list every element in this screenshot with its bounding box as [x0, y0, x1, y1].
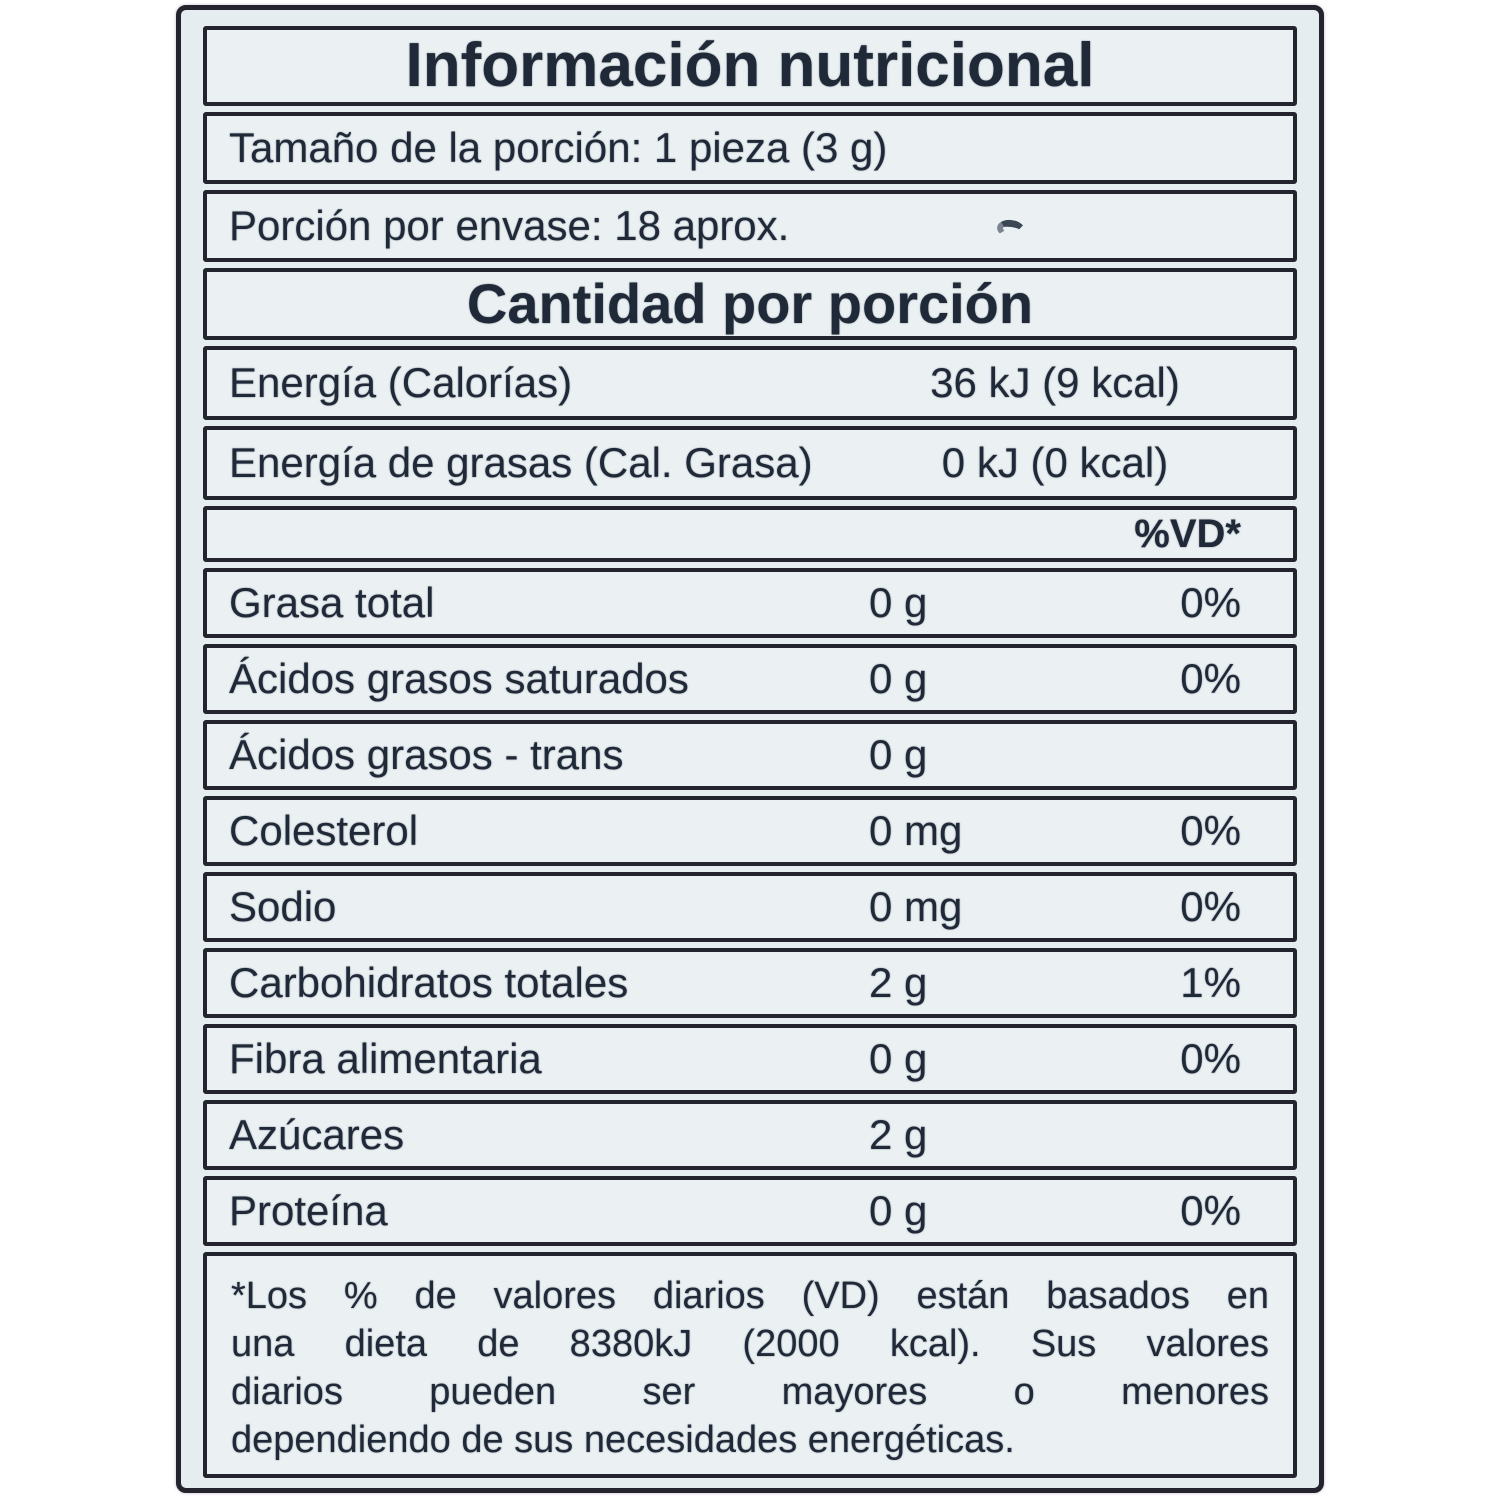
nutrient-row-azucares	[203, 1100, 1297, 1170]
nutrient-row-proteina	[203, 1176, 1297, 1246]
nutrient-amount: 2 g	[869, 958, 928, 1006]
nutrient-amount: 0 mg	[869, 806, 963, 854]
daily-value-header-row	[203, 506, 1297, 562]
label-title: Información nutricional	[405, 31, 1095, 101]
nutrient-name: Azúcares	[229, 1110, 405, 1158]
energy-from-fat-label: Energía de grasas (Cal. Grasa)	[229, 438, 813, 486]
energy-value: 36 kJ (9 kcal)	[930, 358, 1180, 406]
footnote	[203, 1252, 1297, 1478]
nutrient-row-grasos-trans	[203, 720, 1297, 790]
energy-from-fat-value: 0 kJ (0 kcal)	[941, 438, 1169, 486]
nutrient-dv: 0%	[1180, 1034, 1241, 1082]
serving-size-row	[203, 112, 1297, 184]
nutrient-dv: 0%	[1180, 1186, 1241, 1234]
nutrient-dv: 0%	[1180, 578, 1241, 626]
footnote-line: *Los % de valores diarios (VD) están basados en	[231, 1275, 1269, 1317]
label-title-row	[203, 26, 1297, 106]
nutrient-name: Grasa total	[229, 578, 435, 626]
nutrient-dv: 0%	[1180, 654, 1241, 702]
nutrient-dv: 0%	[1180, 882, 1241, 930]
footnote-line: diarios pueden ser mayores o menores	[231, 1371, 1269, 1413]
energy-row	[203, 346, 1297, 420]
nutrient-name: Ácidos grasos saturados	[229, 654, 689, 702]
nutrient-row-grasa-total	[203, 568, 1297, 638]
serving-size-text: Tamaño de la porción: 1 pieza (3 g)	[229, 123, 888, 171]
nutrient-amount: 0 g	[869, 730, 928, 778]
nutrient-row-sodio	[203, 872, 1297, 942]
nutrient-amount: 0 g	[869, 1034, 928, 1082]
nutrient-name: Colesterol	[229, 806, 419, 854]
nutrient-amount: 0 g	[869, 654, 928, 702]
nutrient-name: Sodio	[229, 882, 337, 930]
energy-label: Energía (Calorías)	[229, 358, 573, 406]
energy-from-fat-row	[203, 426, 1297, 500]
footnote-line: dependiendo de sus necesidades energéticas.	[231, 1419, 1015, 1461]
nutrient-row-carbohidratos	[203, 948, 1297, 1018]
nutrition-facts-label	[176, 5, 1324, 1493]
nutrient-row-fibra	[203, 1024, 1297, 1094]
nutrient-name: Ácidos grasos - trans	[229, 730, 624, 778]
nutrient-name: Fibra alimentaria	[229, 1034, 542, 1082]
footnote-line: una dieta de 8380kJ (2000 kcal). Sus valores	[231, 1323, 1269, 1365]
servings-per-container-row	[203, 190, 1297, 262]
nutrient-amount: 0 g	[869, 578, 928, 626]
amount-per-serving-header-row	[203, 268, 1297, 340]
nutrient-name: Proteína	[229, 1186, 388, 1234]
nutrient-row-colesterol	[203, 796, 1297, 866]
nutrient-dv: 1%	[1180, 958, 1241, 1006]
servings-per-container-text: Porción por envase: 18 aprox.	[229, 201, 790, 249]
nutrient-dv: 0%	[1180, 806, 1241, 854]
amount-per-serving-header: Cantidad por porción	[466, 271, 1034, 335]
nutrient-row-grasos-saturados	[203, 644, 1297, 714]
nutrient-name: Carbohidratos totales	[229, 958, 629, 1006]
nutrient-amount: 2 g	[869, 1110, 928, 1158]
nutrient-amount: 0 mg	[869, 882, 963, 930]
daily-value-header: %VD*	[1134, 512, 1241, 556]
nutrient-amount: 0 g	[869, 1186, 928, 1234]
